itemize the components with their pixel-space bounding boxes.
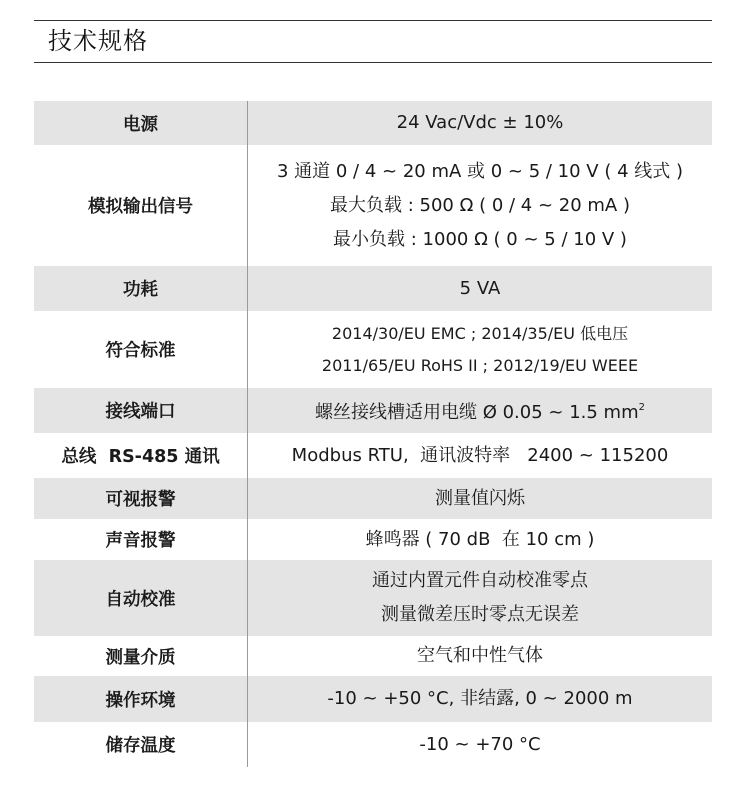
terminal-text: 螺丝接线槽适用电缆 Ø 0.05 ~ 1.5 mm: [314, 402, 639, 423]
table-row: [34, 101, 712, 145]
row-value-power-consumption: [248, 266, 713, 311]
table-row: [34, 676, 712, 722]
table-row: [34, 636, 712, 676]
value-line: 空气和中性气体: [417, 645, 543, 666]
value-line: Modbus RTU, 通讯波特率 2400 ~ 115200: [291, 444, 669, 466]
table-row: [34, 478, 712, 519]
spec-table: [34, 101, 712, 767]
row-label-rs485: 总线 RS-485 通讯: [34, 433, 248, 478]
row-label-audible-alarm: 声音报警: [34, 519, 248, 560]
row-label-auto-calibration: 自动校准: [34, 560, 248, 636]
row-value-medium: [248, 636, 713, 676]
section-header: [34, 20, 712, 63]
value-line: 蜂鸣器 ( 70 dB 在 10 cm ): [365, 528, 595, 550]
table-row: [34, 722, 712, 767]
row-label-terminal: 接线端口: [34, 388, 248, 433]
table-row: [34, 388, 712, 433]
table-row: [34, 311, 712, 388]
row-value-operating-env: [248, 676, 713, 722]
table-row: [34, 433, 712, 478]
row-value-terminal: [248, 388, 713, 433]
row-value-analog-output: [248, 145, 713, 266]
value-line: -10 ~ +70 °C: [419, 733, 541, 755]
value-line: 最小负载 : 1000 Ω ( 0 ~ 5 / 10 V ): [333, 228, 627, 250]
table-row: [34, 145, 712, 266]
row-label-analog-output: 模拟输出信号: [34, 145, 248, 266]
value-line: 2011/65/EU RoHS II ; 2012/19/EU WEEE: [321, 355, 639, 375]
row-label-medium: 测量介质: [34, 636, 248, 676]
row-value-rs485: [248, 433, 713, 478]
value-line: 2014/30/EU EMC ; 2014/35/EU 低电压: [331, 323, 629, 343]
row-label-power-consumption: 功耗: [34, 266, 248, 311]
row-value-standards: [248, 311, 713, 388]
row-value-visual-alarm: [248, 478, 713, 519]
value-line: 5 VA: [459, 277, 501, 299]
row-value-power-supply: [248, 101, 713, 145]
value-line: 最大负载 : 500 Ω ( 0 / 4 ~ 20 mA ): [330, 194, 630, 216]
value-line: 24 Vac/Vdc ± 10%: [396, 112, 564, 133]
page-title: 技术规格: [48, 27, 148, 55]
value-line: 通过内置元件自动校准零点: [372, 570, 588, 591]
table-row: [34, 519, 712, 560]
value-line: -10 ~ +50 °C, 非结露, 0 ~ 2000 m: [327, 688, 633, 709]
row-value-auto-calibration: [248, 560, 713, 636]
table-row: [34, 560, 712, 636]
row-label-storage-temp: 储存温度: [34, 722, 248, 767]
row-label-visual-alarm: 可视报警: [34, 478, 248, 519]
row-value-storage-temp: [248, 722, 713, 767]
row-label-power-supply: 电源: [34, 101, 248, 145]
value-line: 3 通道 0 / 4 ~ 20 mA 或 0 ~ 5 / 10 V ( 4 线式 ): [276, 160, 683, 182]
value-line: 测量值闪烁: [435, 487, 525, 509]
row-label-standards: 符合标准: [34, 311, 248, 388]
row-label-operating-env: 操作环境: [34, 676, 248, 722]
table-row: [34, 266, 712, 311]
value-line: [248, 391, 712, 430]
superscript: 2: [638, 402, 645, 413]
row-value-audible-alarm: [248, 519, 713, 560]
value-line: 测量微差压时零点无误差: [381, 604, 579, 625]
